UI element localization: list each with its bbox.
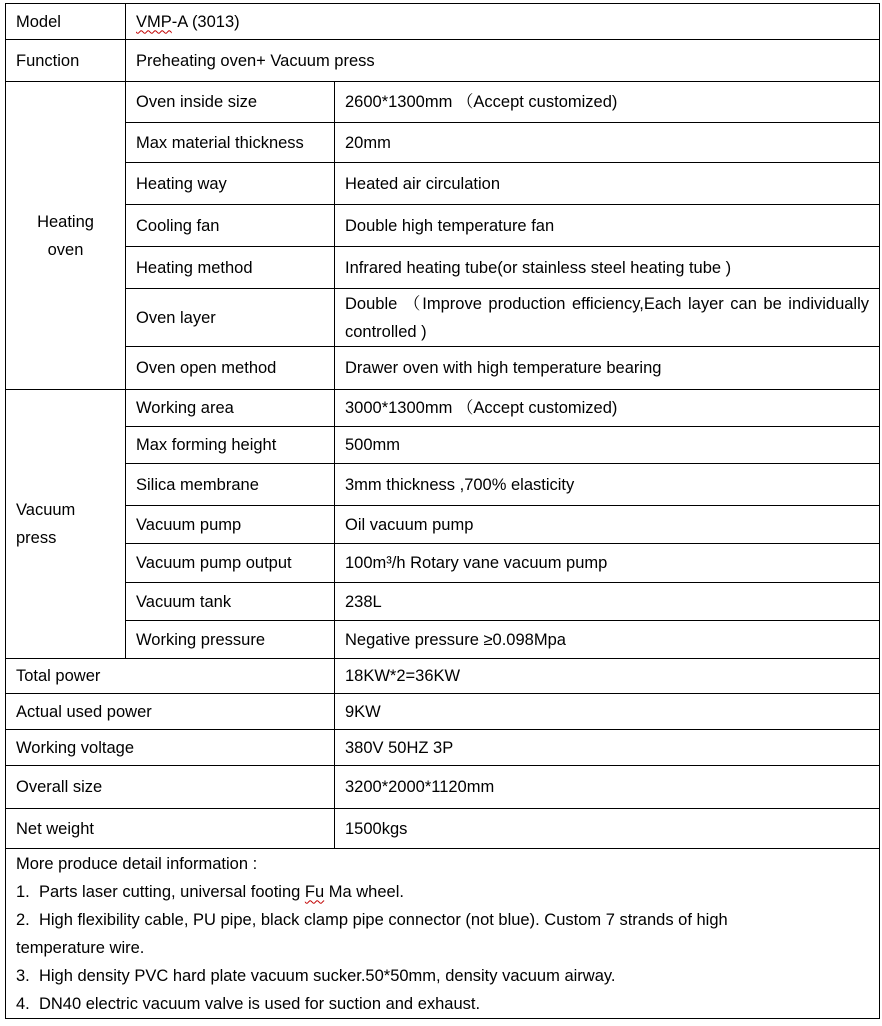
row-oven-layer xyxy=(6,289,880,347)
group-vacuum-press-line1: Vacuum xyxy=(16,501,76,519)
note-number: 4. xyxy=(16,994,30,1013)
group-vacuum-press-line2: press xyxy=(16,529,57,547)
spec-label: Heating method xyxy=(126,247,335,289)
spec-value: 20mm xyxy=(335,123,880,163)
row-net-weight xyxy=(6,809,880,849)
note-number: 3. xyxy=(16,966,30,985)
spec-value: 9KW xyxy=(335,694,880,730)
spec-label: Vacuum pump xyxy=(126,506,335,544)
spec-label: Total power xyxy=(6,659,335,694)
spec-value: 2600*1300mm （Accept customized) xyxy=(335,82,880,123)
row-heating-method xyxy=(6,247,880,289)
note-item-1 xyxy=(16,878,869,906)
spec-label: Max material thickness xyxy=(126,123,335,163)
spec-table xyxy=(5,3,880,1019)
row-heating-way xyxy=(6,163,880,205)
spec-value: 380V 50HZ 3P xyxy=(335,730,880,766)
function-value: Preheating oven+ Vacuum press xyxy=(126,40,880,82)
model-value-prefix: VMP xyxy=(136,12,172,31)
note-text: High density PVC hard plate vacuum sucker.50*50mm, density vacuum airway. xyxy=(38,966,616,985)
spec-value: 238L xyxy=(335,583,880,621)
function-label: Function xyxy=(6,40,126,82)
spec-label: Heating way xyxy=(126,163,335,205)
note-text: Ma wheel. xyxy=(324,882,404,901)
spec-label: Vacuum pump output xyxy=(126,544,335,583)
group-heating-oven-line2: oven xyxy=(47,240,84,259)
model-value-rest: -A (3013) xyxy=(171,12,240,31)
spec-label: Working area xyxy=(126,390,335,427)
note-text-marked: Fu xyxy=(304,882,325,901)
row-actual-used-power xyxy=(6,694,880,730)
spec-value: Heated air circulation xyxy=(335,163,880,205)
spec-label: Silica membrane xyxy=(126,464,335,506)
spec-label: Working voltage xyxy=(6,730,335,766)
spec-label: Actual used power xyxy=(6,694,335,730)
row-oven-inside-size xyxy=(6,82,880,123)
row-function xyxy=(6,40,880,82)
spec-label: Cooling fan xyxy=(126,205,335,247)
spec-value: 1500kgs xyxy=(335,809,880,849)
spec-label: Net weight xyxy=(6,809,335,849)
model-value xyxy=(126,4,880,40)
spec-label: Overall size xyxy=(6,766,335,809)
row-vacuum-pump-output xyxy=(6,544,880,583)
row-silica-membrane xyxy=(6,464,880,506)
spec-value: Infrared heating tube(or stainless steel heating tube ) xyxy=(335,247,880,289)
spec-value: 500mm xyxy=(335,427,880,464)
group-heating-oven xyxy=(6,82,126,390)
note-text: Parts laser cutting, universal footing xyxy=(38,882,305,901)
spec-value: Drawer oven with high temperature bearing xyxy=(335,347,880,390)
note-text: DN40 electric vacuum valve is used for suction and exhaust. xyxy=(38,994,481,1013)
row-working-voltage xyxy=(6,730,880,766)
spec-label: Oven layer xyxy=(126,289,335,347)
note-text: High flexibility cable, PU pipe, black clamp pipe connector (not blue). Custom 7 strands of high xyxy=(38,910,728,929)
row-model xyxy=(6,4,880,40)
row-max-material-thickness xyxy=(6,123,880,163)
row-working-area xyxy=(6,390,880,427)
group-vacuum-press xyxy=(6,390,126,659)
note-item-4 xyxy=(16,990,869,1018)
notes-title: More produce detail information : xyxy=(16,854,258,873)
row-vacuum-tank xyxy=(6,583,880,621)
row-oven-open-method xyxy=(6,347,880,390)
spec-label: Oven inside size xyxy=(126,82,335,123)
note-item-2-continued xyxy=(16,934,869,962)
spec-label: Oven open method xyxy=(126,347,335,390)
spec-value: 3200*2000*1120mm xyxy=(335,766,880,809)
spec-value: 3mm thickness ,700% elasticity xyxy=(335,464,880,506)
spec-value: Oil vacuum pump xyxy=(335,506,880,544)
note-item-3 xyxy=(16,962,869,990)
note-number: 1. xyxy=(16,882,30,901)
spec-value: 100m³/h Rotary vane vacuum pump xyxy=(335,544,880,583)
spec-label: Working pressure xyxy=(126,621,335,659)
row-vacuum-pump xyxy=(6,506,880,544)
row-notes xyxy=(6,849,880,1019)
row-working-pressure xyxy=(6,621,880,659)
spec-label: Vacuum tank xyxy=(126,583,335,621)
row-cooling-fan xyxy=(6,205,880,247)
row-total-power xyxy=(6,659,880,694)
spec-label: Max forming height xyxy=(126,427,335,464)
group-heating-oven-line1: Heating xyxy=(37,212,94,231)
note-number: 2. xyxy=(16,910,30,929)
note-text: temperature wire. xyxy=(16,938,145,957)
row-max-forming-height xyxy=(6,427,880,464)
spec-value: 18KW*2=36KW xyxy=(335,659,880,694)
row-overall-size xyxy=(6,766,880,809)
notes-cell xyxy=(6,849,880,1019)
spec-value: 3000*1300mm （Accept customized) xyxy=(335,390,880,427)
model-label: Model xyxy=(6,4,126,40)
note-item-2 xyxy=(16,906,869,934)
spec-value: Negative pressure ≥0.098Mpa xyxy=(335,621,880,659)
spec-value: Double （Improve production efficiency,Each layer can be individually controlled ) xyxy=(335,289,880,347)
spec-value: Double high temperature fan xyxy=(335,205,880,247)
